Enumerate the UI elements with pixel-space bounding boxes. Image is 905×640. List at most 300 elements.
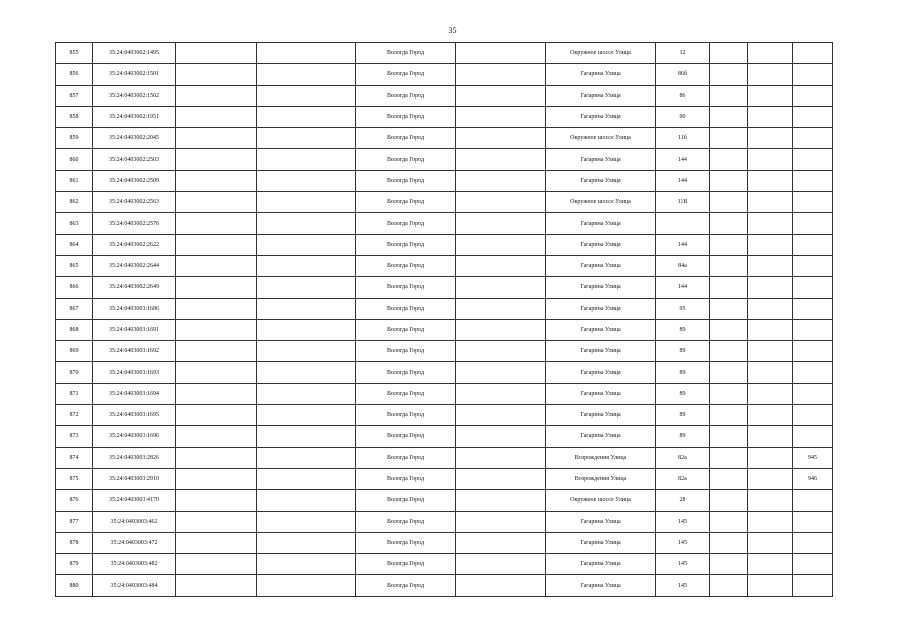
city-cell: Вологда Город (356, 405, 456, 426)
empty-cell (257, 554, 356, 575)
table-row (56, 426, 833, 447)
table-row (56, 405, 833, 426)
empty-cell (257, 341, 356, 362)
cadastral-number-cell: 35:24:0403002:1501 (93, 64, 176, 85)
empty-cell (710, 362, 748, 383)
empty-cell (176, 128, 257, 149)
empty-cell (456, 383, 546, 404)
cadastral-number-cell: 35:24:0403003:2826 (93, 447, 176, 468)
cadastral-number-cell: 35:24:0403003:482 (93, 554, 176, 575)
table-row (56, 575, 833, 596)
city-cell: Вологда Город (356, 234, 456, 255)
city-cell: Вологда Город (356, 468, 456, 489)
house-number-cell: 84а (656, 255, 710, 276)
empty-cell (710, 85, 748, 106)
empty-cell (710, 128, 748, 149)
empty-cell (748, 447, 793, 468)
city-cell: Вологда Город (356, 383, 456, 404)
empty-cell (176, 341, 257, 362)
extra-number-cell (793, 43, 833, 64)
table-row (56, 43, 833, 64)
empty-cell (748, 85, 793, 106)
empty-cell (257, 405, 356, 426)
city-cell: Вологда Город (356, 298, 456, 319)
empty-cell (176, 405, 257, 426)
cadastral-number-cell: 35:24:0403003:2910 (93, 468, 176, 489)
house-number-cell: 89 (656, 362, 710, 383)
house-number-cell: 144 (656, 170, 710, 191)
house-number-cell: 144 (656, 149, 710, 170)
empty-cell (257, 128, 356, 149)
empty-cell (257, 532, 356, 553)
empty-cell (456, 192, 546, 213)
empty-cell (748, 362, 793, 383)
empty-cell (710, 213, 748, 234)
empty-cell (176, 362, 257, 383)
empty-cell (176, 532, 257, 553)
empty-cell (456, 447, 546, 468)
extra-number-cell: 945 (793, 447, 833, 468)
table-row (56, 511, 833, 532)
row-number-cell: 870 (56, 362, 93, 383)
empty-cell (257, 43, 356, 64)
house-number-cell: 82а (656, 468, 710, 489)
empty-cell (176, 213, 257, 234)
city-cell: Вологда Город (356, 255, 456, 276)
cadastral-number-cell: 35:24:0403002:2622 (93, 234, 176, 255)
city-cell: Вологда Город (356, 426, 456, 447)
street-cell: Гагарина Улица (546, 64, 656, 85)
table-row (56, 255, 833, 276)
empty-cell (257, 319, 356, 340)
registry-table (55, 42, 833, 597)
empty-cell (176, 426, 257, 447)
empty-cell (176, 106, 257, 127)
empty-cell (456, 575, 546, 596)
row-number-cell: 872 (56, 405, 93, 426)
street-cell: Окружное шоссе Улица (546, 43, 656, 64)
extra-number-cell (793, 490, 833, 511)
cadastral-number-cell: 35:24:0403003:1695 (93, 405, 176, 426)
empty-cell (456, 554, 546, 575)
cadastral-number-cell: 35:24:0403003:1694 (93, 383, 176, 404)
empty-cell (176, 319, 257, 340)
row-number-cell: 866 (56, 277, 93, 298)
cadastral-number-cell: 35:24:0403002:2644 (93, 255, 176, 276)
empty-cell (257, 447, 356, 468)
row-number-cell: 875 (56, 468, 93, 489)
table-body (56, 43, 833, 597)
city-cell: Вологда Город (356, 511, 456, 532)
table-row (56, 468, 833, 489)
street-cell: Гагарина Улица (546, 383, 656, 404)
extra-number-cell (793, 575, 833, 596)
extra-number-cell (793, 341, 833, 362)
house-number-cell: 86б (656, 64, 710, 85)
house-number-cell (656, 213, 710, 234)
empty-cell (176, 511, 257, 532)
empty-cell (710, 298, 748, 319)
house-number-cell: 89 (656, 426, 710, 447)
empty-cell (257, 85, 356, 106)
street-cell: Гагарина Улица (546, 255, 656, 276)
extra-number-cell (793, 362, 833, 383)
empty-cell (257, 298, 356, 319)
cadastral-number-cell: 35:24:0403002:2649 (93, 277, 176, 298)
street-cell: Окружное шоссе Улица (546, 128, 656, 149)
extra-number-cell (793, 234, 833, 255)
extra-number-cell (793, 383, 833, 404)
empty-cell (456, 341, 546, 362)
cadastral-number-cell: 35:24:0403003:1691 (93, 319, 176, 340)
empty-cell (257, 149, 356, 170)
street-cell: Гагарина Улица (546, 213, 656, 234)
table-row (56, 490, 833, 511)
street-cell: Гагарина Улица (546, 426, 656, 447)
empty-cell (748, 64, 793, 85)
empty-cell (456, 490, 546, 511)
city-cell: Вологда Город (356, 128, 456, 149)
empty-cell (176, 490, 257, 511)
cadastral-number-cell: 35:24:0403002:2509 (93, 170, 176, 191)
row-number-cell: 855 (56, 43, 93, 64)
extra-number-cell (793, 277, 833, 298)
house-number-cell: 86 (656, 85, 710, 106)
city-cell: Вологда Город (356, 319, 456, 340)
empty-cell (748, 575, 793, 596)
cadastral-number-cell: 35:24:0403003:1686 (93, 298, 176, 319)
house-number-cell: 145 (656, 511, 710, 532)
street-cell: Окружное шоссе Улица (546, 192, 656, 213)
row-number-cell: 856 (56, 64, 93, 85)
street-cell: Гагарина Улица (546, 234, 656, 255)
empty-cell (456, 468, 546, 489)
empty-cell (257, 490, 356, 511)
empty-cell (710, 490, 748, 511)
table-row (56, 213, 833, 234)
empty-cell (456, 511, 546, 532)
table-row (56, 64, 833, 85)
empty-cell (748, 106, 793, 127)
house-number-cell: 82а (656, 447, 710, 468)
empty-cell (456, 149, 546, 170)
empty-cell (748, 170, 793, 191)
empty-cell (257, 192, 356, 213)
empty-cell (748, 192, 793, 213)
house-number-cell: 95 (656, 298, 710, 319)
empty-cell (748, 128, 793, 149)
empty-cell (176, 85, 257, 106)
street-cell: Гагарина Улица (546, 149, 656, 170)
cadastral-number-cell: 35:24:0403002:2563 (93, 192, 176, 213)
cadastral-number-cell: 35:24:0403002:1495 (93, 43, 176, 64)
cadastral-number-cell: 35:24:0403002:1951 (93, 106, 176, 127)
city-cell: Вологда Город (356, 341, 456, 362)
house-number-cell: 145 (656, 554, 710, 575)
empty-cell (748, 426, 793, 447)
page-number: 35 (448, 26, 457, 35)
empty-cell (257, 575, 356, 596)
empty-cell (456, 64, 546, 85)
empty-cell (710, 106, 748, 127)
empty-cell (456, 128, 546, 149)
table-row (56, 554, 833, 575)
table-row (56, 128, 833, 149)
row-number-cell: 865 (56, 255, 93, 276)
table-row (56, 192, 833, 213)
row-number-cell: 871 (56, 383, 93, 404)
table-row (56, 532, 833, 553)
empty-cell (176, 255, 257, 276)
row-number-cell: 867 (56, 298, 93, 319)
empty-cell (710, 234, 748, 255)
empty-cell (176, 447, 257, 468)
row-number-cell: 861 (56, 170, 93, 191)
city-cell: Вологда Город (356, 43, 456, 64)
house-number-cell: 89 (656, 383, 710, 404)
street-cell: Гагарина Улица (546, 319, 656, 340)
empty-cell (176, 149, 257, 170)
extra-number-cell (793, 532, 833, 553)
row-number-cell: 859 (56, 128, 93, 149)
empty-cell (748, 468, 793, 489)
empty-cell (257, 511, 356, 532)
row-number-cell: 862 (56, 192, 93, 213)
extra-number-cell (793, 426, 833, 447)
city-cell: Вологда Город (356, 64, 456, 85)
extra-number-cell (793, 170, 833, 191)
row-number-cell: 873 (56, 426, 93, 447)
street-cell: Гагарина Улица (546, 511, 656, 532)
empty-cell (710, 277, 748, 298)
row-number-cell: 874 (56, 447, 93, 468)
cadastral-number-cell: 35:24:0403003:462 (93, 511, 176, 532)
empty-cell (456, 405, 546, 426)
house-number-cell: 89 (656, 405, 710, 426)
empty-cell (710, 511, 748, 532)
empty-cell (456, 234, 546, 255)
extra-number-cell (793, 298, 833, 319)
empty-cell (748, 319, 793, 340)
empty-cell (176, 64, 257, 85)
house-number-cell: 11б (656, 128, 710, 149)
empty-cell (257, 277, 356, 298)
empty-cell (710, 341, 748, 362)
house-number-cell: 90 (656, 106, 710, 127)
empty-cell (748, 532, 793, 553)
row-number-cell: 868 (56, 319, 93, 340)
house-number-cell: 89 (656, 319, 710, 340)
empty-cell (176, 383, 257, 404)
empty-cell (176, 575, 257, 596)
cadastral-number-cell: 35:24:0403003:4170 (93, 490, 176, 511)
street-cell: Гагарина Улица (546, 575, 656, 596)
empty-cell (176, 192, 257, 213)
city-cell: Вологда Город (356, 85, 456, 106)
empty-cell (710, 447, 748, 468)
empty-cell (710, 43, 748, 64)
empty-cell (710, 64, 748, 85)
street-cell: Возрождения Улица (546, 447, 656, 468)
empty-cell (456, 170, 546, 191)
table-row (56, 277, 833, 298)
empty-cell (456, 298, 546, 319)
row-number-cell: 876 (56, 490, 93, 511)
city-cell: Вологда Город (356, 575, 456, 596)
extra-number-cell (793, 255, 833, 276)
empty-cell (257, 170, 356, 191)
city-cell: Вологда Город (356, 362, 456, 383)
table-row (56, 85, 833, 106)
empty-cell (710, 170, 748, 191)
empty-cell (710, 149, 748, 170)
table-row (56, 298, 833, 319)
empty-cell (748, 490, 793, 511)
street-cell: Гагарина Улица (546, 298, 656, 319)
city-cell: Вологда Город (356, 213, 456, 234)
city-cell: Вологда Город (356, 532, 456, 553)
empty-cell (748, 213, 793, 234)
empty-cell (748, 405, 793, 426)
extra-number-cell (793, 511, 833, 532)
city-cell: Вологда Город (356, 106, 456, 127)
extra-number-cell (793, 405, 833, 426)
empty-cell (176, 234, 257, 255)
extra-number-cell (793, 85, 833, 106)
cadastral-number-cell: 35:24:0403003:1696 (93, 426, 176, 447)
table-row (56, 149, 833, 170)
empty-cell (748, 511, 793, 532)
city-cell: Вологда Город (356, 192, 456, 213)
table-row (56, 106, 833, 127)
extra-number-cell (793, 106, 833, 127)
extra-number-cell (793, 64, 833, 85)
house-number-cell: 144 (656, 277, 710, 298)
empty-cell (456, 319, 546, 340)
house-number-cell: 145 (656, 532, 710, 553)
empty-cell (456, 43, 546, 64)
empty-cell (748, 383, 793, 404)
empty-cell (710, 319, 748, 340)
city-cell: Вологда Город (356, 170, 456, 191)
street-cell: Гагарина Улица (546, 532, 656, 553)
street-cell: Окружное шоссе Улица (546, 490, 656, 511)
cadastral-number-cell: 35:24:0403002:2576 (93, 213, 176, 234)
empty-cell (710, 426, 748, 447)
empty-cell (456, 532, 546, 553)
street-cell: Гагарина Улица (546, 85, 656, 106)
empty-cell (710, 554, 748, 575)
empty-cell (176, 170, 257, 191)
empty-cell (748, 43, 793, 64)
empty-cell (456, 426, 546, 447)
street-cell: Гагарина Улица (546, 277, 656, 298)
house-number-cell: 145 (656, 575, 710, 596)
table-row (56, 234, 833, 255)
street-cell: Гагарина Улица (546, 362, 656, 383)
extra-number-cell (793, 149, 833, 170)
row-number-cell: 878 (56, 532, 93, 553)
empty-cell (748, 255, 793, 276)
empty-cell (710, 575, 748, 596)
row-number-cell: 860 (56, 149, 93, 170)
table-row (56, 383, 833, 404)
empty-cell (748, 298, 793, 319)
empty-cell (257, 64, 356, 85)
extra-number-cell (793, 192, 833, 213)
empty-cell (748, 149, 793, 170)
extra-number-cell (793, 213, 833, 234)
cadastral-number-cell: 35:24:0403003:1693 (93, 362, 176, 383)
house-number-cell: 144 (656, 234, 710, 255)
row-number-cell: 863 (56, 213, 93, 234)
street-cell: Гагарина Улица (546, 405, 656, 426)
house-number-cell: 11В (656, 192, 710, 213)
empty-cell (257, 106, 356, 127)
empty-cell (456, 106, 546, 127)
table-row (56, 319, 833, 340)
cadastral-number-cell: 35:24:0403003:1692 (93, 341, 176, 362)
extra-number-cell (793, 128, 833, 149)
row-number-cell: 877 (56, 511, 93, 532)
row-number-cell: 858 (56, 106, 93, 127)
row-number-cell: 869 (56, 341, 93, 362)
street-cell: Гагарина Улица (546, 554, 656, 575)
empty-cell (456, 255, 546, 276)
empty-cell (176, 43, 257, 64)
empty-cell (176, 554, 257, 575)
table-row (56, 362, 833, 383)
empty-cell (257, 383, 356, 404)
row-number-cell: 864 (56, 234, 93, 255)
empty-cell (176, 298, 257, 319)
row-number-cell: 880 (56, 575, 93, 596)
empty-cell (176, 468, 257, 489)
cadastral-number-cell: 35:24:0403002:2503 (93, 149, 176, 170)
empty-cell (257, 362, 356, 383)
city-cell: Вологда Город (356, 554, 456, 575)
house-number-cell: 89 (656, 341, 710, 362)
street-cell: Гагарина Улица (546, 106, 656, 127)
empty-cell (710, 405, 748, 426)
street-cell: Возрождения Улица (546, 468, 656, 489)
empty-cell (748, 234, 793, 255)
empty-cell (257, 234, 356, 255)
city-cell: Вологда Город (356, 447, 456, 468)
empty-cell (710, 468, 748, 489)
city-cell: Вологда Город (356, 490, 456, 511)
city-cell: Вологда Город (356, 149, 456, 170)
cadastral-number-cell: 35:24:0403003:484 (93, 575, 176, 596)
street-cell: Гагарина Улица (546, 341, 656, 362)
empty-cell (748, 341, 793, 362)
table-row (56, 447, 833, 468)
city-cell: Вологда Город (356, 277, 456, 298)
empty-cell (456, 213, 546, 234)
extra-number-cell: 946 (793, 468, 833, 489)
empty-cell (748, 277, 793, 298)
house-number-cell: 12 (656, 43, 710, 64)
cadastral-number-cell: 35:24:0403002:2045 (93, 128, 176, 149)
house-number-cell: 28 (656, 490, 710, 511)
empty-cell (176, 277, 257, 298)
empty-cell (257, 255, 356, 276)
cadastral-number-cell: 35:24:0403003:472 (93, 532, 176, 553)
table-row (56, 170, 833, 191)
row-number-cell: 879 (56, 554, 93, 575)
empty-cell (710, 255, 748, 276)
empty-cell (456, 277, 546, 298)
